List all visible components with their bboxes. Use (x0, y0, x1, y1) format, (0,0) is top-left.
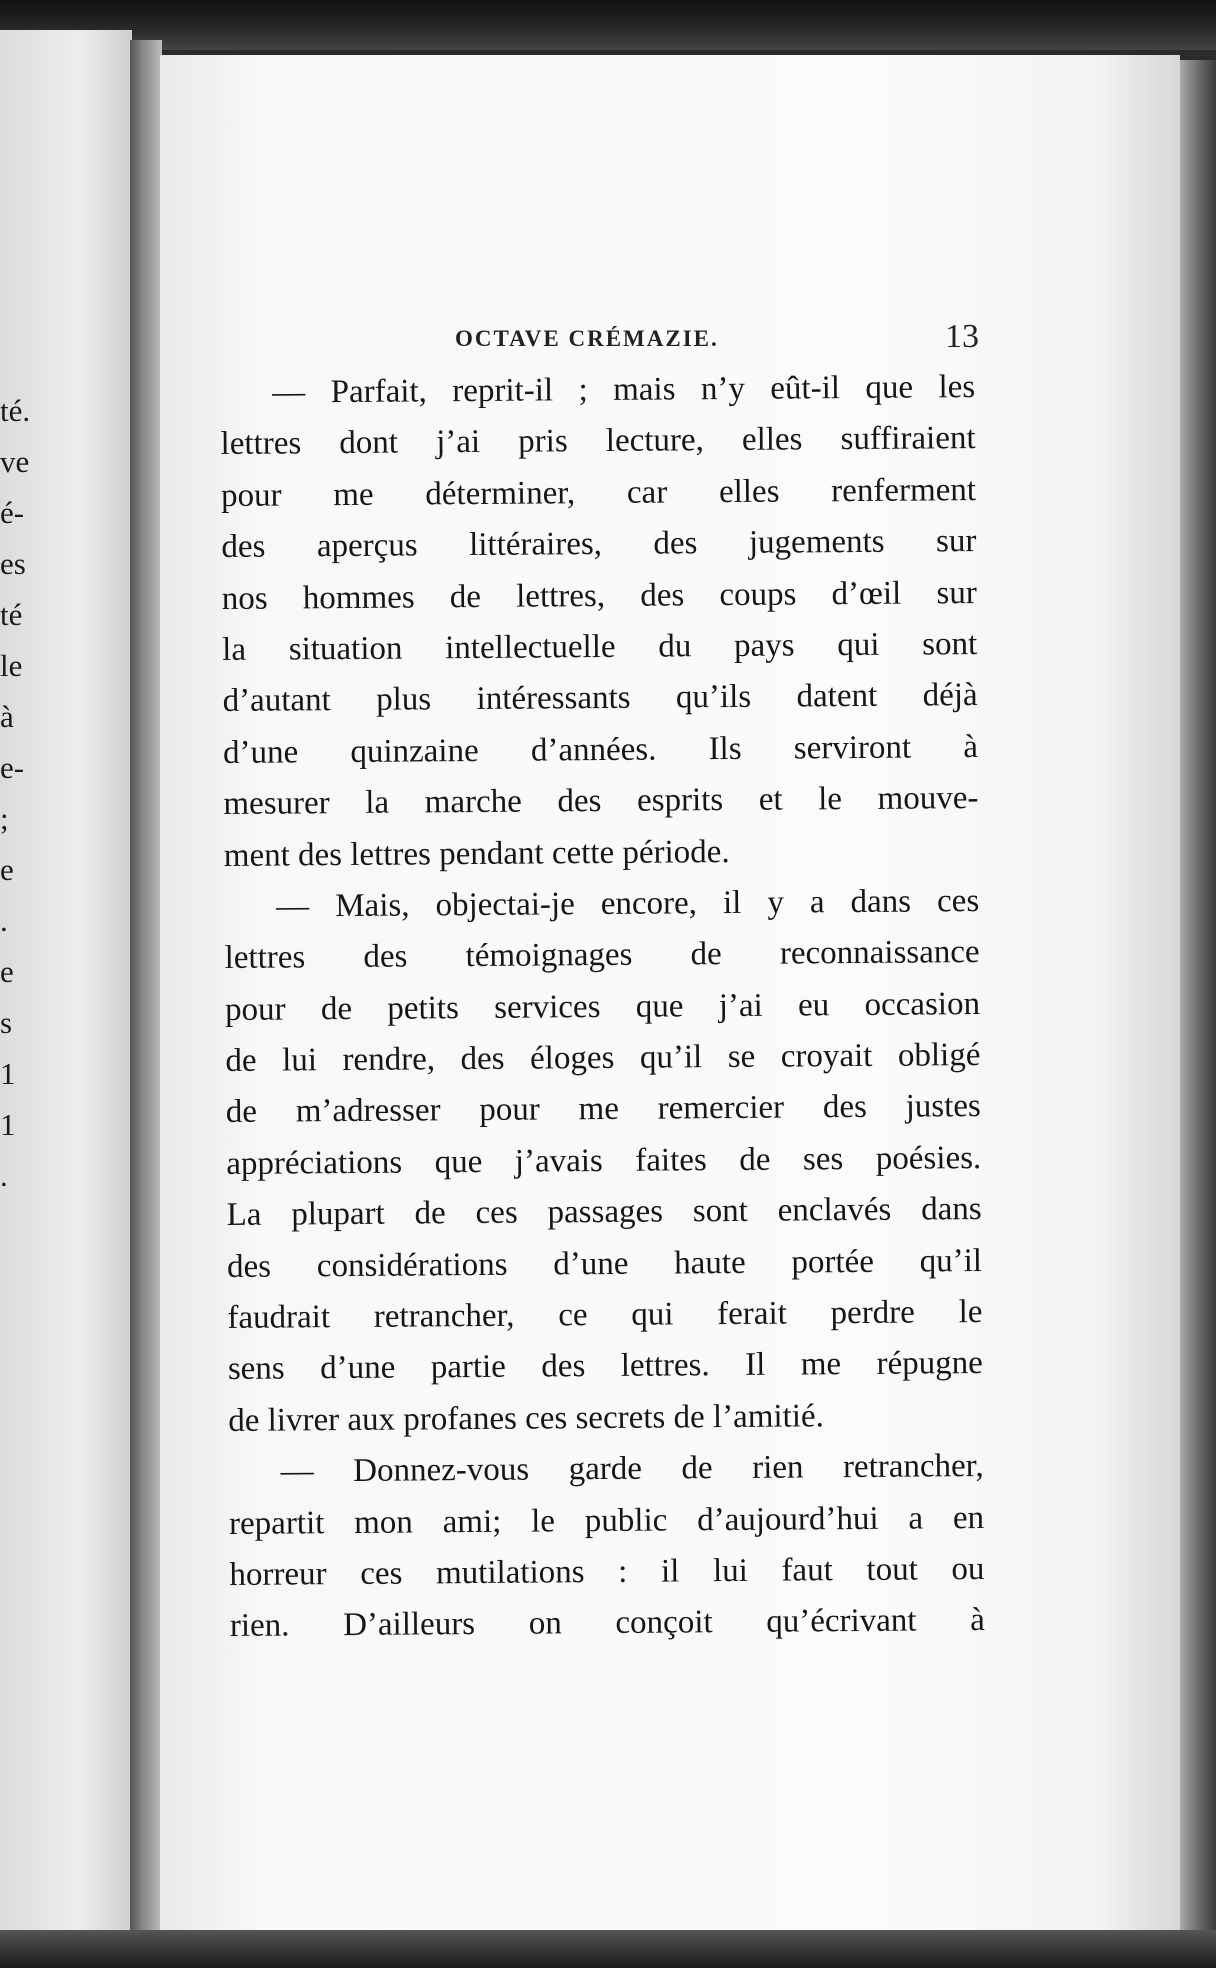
left-fragment: . (0, 1158, 8, 1193)
text-line: pour de petits services que j’ai eu occasion (224, 985, 981, 1028)
text-line: nos hommes de lettres, des coups d’œil sur (221, 574, 977, 617)
text-line: d’une quinzaine d’années. Ils serviront à (222, 728, 979, 771)
text-line: d’autant plus intéressants qu’ils datent déjà (222, 677, 978, 720)
text-line: de m’adresser pour me remercier des justes (225, 1088, 981, 1131)
text-line: faudrait retrancher, ce qui ferait perdre le (227, 1294, 983, 1337)
left-fragment: e (0, 954, 14, 989)
text-line: des considérations d’une haute portée qu’il (226, 1242, 983, 1285)
text-line: repartit mon ami; le public d’aujourd’hui a en (228, 1499, 985, 1542)
left-fragment: e- (0, 750, 25, 785)
text-line: — Donnez-vous garde de rien retrancher, (280, 1448, 984, 1490)
text-line: lettres des témoignages de reconnaissance (224, 934, 980, 977)
left-fragment: ve (0, 444, 30, 479)
book-gutter (130, 40, 162, 1940)
page-number: 13 (945, 318, 979, 355)
left-fragment: es (0, 546, 26, 581)
left-fragment: s (0, 1005, 13, 1040)
text-line: lettres dont j’ai pris lecture, elles suffiraient (220, 420, 976, 463)
text-line: appréciations que j’avais faites de ses poésies. (226, 1139, 982, 1182)
text-line: la situation intellectuelle du pays qui sont (222, 626, 978, 668)
left-fragment: é- (0, 495, 25, 530)
text-line: pour me déterminer, car elles renferment (220, 471, 977, 514)
text-line: mesurer la marche des esprits et le mouve- (223, 780, 979, 823)
text-line: rien. D’ailleurs on conçoit qu’écrivant à (229, 1602, 986, 1645)
left-fragment: 1 (0, 1056, 16, 1091)
body-text (220, 362, 985, 1653)
text-line: des aperçus littéraires, des jugements sur (221, 523, 977, 566)
left-page-edge (0, 30, 132, 1940)
left-fragment: 1 (0, 1107, 16, 1142)
text-line: ment des lettres pendant cette période. (223, 833, 730, 874)
left-fragment: . (0, 903, 8, 938)
left-fragment: té (0, 597, 23, 632)
left-fragment: té. (0, 393, 31, 428)
text-line: de lui rendre, des éloges qu’il se croyait obligé (225, 1037, 981, 1080)
text-line: horreur ces mutilations : il lui faut tout ou (229, 1551, 985, 1593)
scan-top-border (0, 0, 1216, 50)
text-line: — Parfait, reprit-il ; mais n’y eût-il que les (272, 369, 976, 411)
text-line: — Mais, objectai-je encore, il y a dans ces (276, 882, 980, 925)
running-title: OCTAVE CRÉMAZIE. (455, 326, 719, 351)
text-line: sens d’une partie des lettres. Il me répugne (227, 1345, 983, 1388)
left-fragment: e (0, 852, 14, 887)
text-line: La plupart de ces passages sont enclavés dans (226, 1191, 982, 1234)
scan-bottom-border (0, 1930, 1216, 1968)
left-fragment: le (0, 648, 23, 683)
left-page-text-fragments (0, 385, 40, 1201)
page-header (455, 318, 985, 368)
left-fragment: à (0, 699, 14, 734)
text-line: de livrer aux profanes ces secrets de l’amitié. (228, 1398, 824, 1439)
left-fragment: ; (0, 801, 9, 836)
page-right-edge (1180, 60, 1216, 1940)
